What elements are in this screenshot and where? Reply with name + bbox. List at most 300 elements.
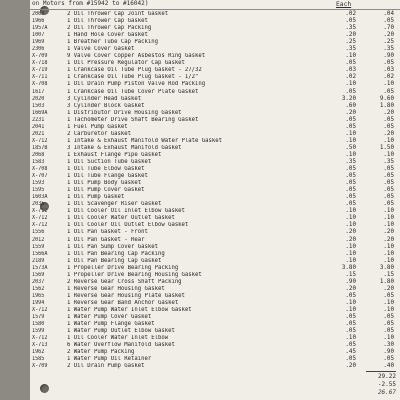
part-description — [67, 124, 128, 131]
list-item — [30, 349, 400, 356]
part-description — [67, 300, 178, 307]
quantity: 1 — [67, 180, 71, 187]
description-text: Water Pump Oil Retainer — [73, 356, 152, 363]
part-number: 1569 — [32, 271, 45, 278]
unit-price: .10 — [345, 137, 356, 144]
part-number: 1579 — [32, 314, 45, 321]
description-text: Carburetor Gasket — [73, 130, 132, 137]
part-number: 1573A — [32, 264, 48, 271]
part-description — [67, 187, 144, 194]
part-number: 1957A — [32, 25, 48, 32]
quantity: 1 — [67, 88, 71, 95]
part-number: 1617 — [32, 88, 45, 95]
unit-price: .35 — [345, 46, 356, 53]
part-description — [67, 11, 168, 18]
unit-price: .20 — [345, 109, 356, 116]
part-description — [67, 237, 144, 244]
unit-price: .25 — [345, 39, 356, 46]
description-text: Oil Cooler Water Inlet Elbow — [73, 335, 169, 342]
part-number: X-707 — [32, 173, 48, 180]
list-item — [30, 335, 400, 342]
description-text: Oil Tube Flange Gasket — [73, 173, 148, 180]
part-number: X-708 — [32, 166, 48, 173]
unit-price: .05 — [345, 292, 356, 299]
description-text: Reverse Gear Housing Gasket — [73, 285, 165, 292]
list-item — [30, 321, 400, 328]
part-description — [67, 25, 151, 32]
quantity: 1 — [67, 201, 71, 208]
part-number: X-712 — [32, 222, 48, 229]
part-number: X-719 — [32, 67, 48, 74]
extended-price: .90 — [383, 349, 394, 356]
list-item — [30, 201, 400, 208]
extended-price: .05 — [383, 292, 394, 299]
description-text: Propeller Drive Bearing Packing — [73, 264, 179, 271]
quantity: 1 — [67, 123, 71, 130]
list-item — [30, 138, 400, 145]
list-item — [30, 314, 400, 321]
quantity: 9 — [67, 53, 71, 60]
extended-price: .20 — [383, 229, 394, 236]
extended-price: .05 — [383, 173, 394, 180]
part-description — [67, 180, 141, 187]
unit-price: .05 — [345, 321, 356, 328]
list-item — [30, 328, 400, 335]
description-text: Oil Suction Tube Gasket — [73, 158, 152, 165]
unit-price: 3.80 — [341, 264, 356, 271]
list-item — [30, 117, 400, 124]
part-number: 2037 — [32, 278, 45, 285]
total-value: 29.22 — [366, 373, 396, 380]
description-text: Oil Drain Pump Gasket — [73, 363, 145, 370]
list-item — [30, 180, 400, 187]
part-description — [67, 328, 175, 335]
part-number: 1595 — [32, 187, 45, 194]
description-text: Breather Tube Cap Packing — [73, 39, 158, 46]
quantity: 2 — [67, 278, 71, 285]
part-number: X-713 — [32, 342, 48, 349]
part-description — [67, 110, 182, 117]
part-number: 1669A — [32, 109, 48, 116]
part-description — [67, 46, 134, 53]
unit-price: .05 — [345, 116, 356, 123]
quantity: 1 — [67, 299, 71, 306]
description-text: Reverse Gear Cross Shaft Packing — [73, 278, 182, 285]
description-text: Crankcase Oil Tube Plug Gasket - 1/2" — [73, 74, 199, 81]
part-description — [67, 74, 198, 81]
description-text: Water Pump Outlet Elbow Gasket — [73, 328, 175, 335]
list-item — [30, 244, 400, 251]
extended-price: .35 — [383, 158, 394, 165]
part-description — [67, 208, 185, 215]
extended-price: .04 — [383, 11, 394, 17]
part-description — [67, 39, 158, 46]
extended-price: .05 — [383, 187, 394, 194]
parts-list — [30, 11, 400, 370]
part-number: 2306 — [32, 46, 45, 53]
part-number: 1994 — [32, 299, 45, 306]
unit-price: .05 — [345, 194, 356, 201]
description-text: Oil Pan Bearing Cap Gasket — [73, 257, 162, 264]
extended-price: .10 — [383, 151, 394, 158]
list-item — [30, 265, 400, 272]
unit-price: .05 — [345, 88, 356, 95]
unit-price: .02 — [345, 74, 356, 81]
extended-price: .70 — [383, 25, 394, 32]
list-item — [30, 60, 400, 67]
part-description — [67, 131, 131, 138]
description-text: Water Overflow Manifold Gasket — [73, 342, 175, 349]
extended-price: .10 — [383, 299, 394, 306]
description-text: Distributor Drive Housing Gasket — [73, 109, 182, 116]
part-number: 1503 — [32, 102, 45, 109]
extended-price: .05 — [383, 180, 394, 187]
description-text: Water Pump Packing — [73, 349, 135, 356]
description-text: Oil Pump Gasket — [73, 194, 125, 201]
part-number: 1583 — [32, 158, 45, 165]
extended-price: .05 — [383, 328, 394, 335]
extended-price: .30 — [383, 342, 394, 349]
list-item — [30, 222, 400, 229]
quantity: 1 — [67, 257, 71, 264]
quantity: 2 — [67, 11, 71, 17]
description-text: Hand Hole Cover Gasket — [73, 32, 148, 39]
extended-price: .20 — [383, 32, 394, 39]
quantity: 1 — [67, 116, 71, 123]
part-description — [67, 103, 144, 110]
part-description — [67, 342, 175, 349]
unit-price: .05 — [345, 173, 356, 180]
unit-price: .20 — [345, 285, 356, 292]
quantity: 1 — [67, 46, 71, 53]
part-description — [67, 194, 124, 201]
part-description — [67, 138, 222, 145]
list-item — [30, 81, 400, 88]
part-description — [67, 152, 161, 159]
description-text: Reverse Gear Housing Plate Gasket — [73, 292, 185, 299]
unit-price: .02 — [345, 11, 356, 17]
list-item — [30, 11, 400, 18]
quantity: 1 — [67, 264, 71, 271]
extended-price: .05 — [383, 116, 394, 123]
extended-price: .10 — [383, 222, 394, 229]
unit-price: .10 — [345, 306, 356, 313]
list-item — [30, 18, 400, 25]
unit-price: .05 — [345, 60, 356, 67]
extended-price: 1.50 — [379, 144, 394, 151]
part-description — [67, 60, 185, 67]
extended-price: .05 — [383, 60, 394, 67]
part-number: 2012 — [32, 236, 45, 243]
part-description — [67, 349, 134, 356]
extended-price: .20 — [383, 236, 394, 243]
list-item — [30, 363, 400, 370]
quantity: 1 — [67, 292, 71, 299]
part-number: 2035 — [32, 201, 45, 208]
extended-price: .15 — [383, 271, 394, 278]
unit-price: .20 — [345, 229, 356, 236]
list-item — [30, 67, 400, 74]
unit-price: .10 — [345, 250, 356, 257]
description-text: Oil Pan Bearing Cap Packing — [73, 250, 165, 257]
quantity: 1 — [67, 236, 71, 243]
part-description — [67, 117, 198, 124]
part-description — [67, 96, 141, 103]
quantity: 1 — [67, 194, 71, 201]
unit-price: .10 — [345, 299, 356, 306]
extended-price: .05 — [383, 88, 394, 95]
unit-price: .20 — [345, 236, 356, 243]
part-description — [67, 215, 175, 222]
extended-price: .10 — [383, 215, 394, 222]
extended-price: .20 — [383, 285, 394, 292]
unit-price: .10 — [345, 53, 356, 60]
quantity: 1 — [67, 151, 71, 158]
quantity: 3 — [67, 102, 71, 109]
part-number: X-712 — [32, 208, 48, 215]
unit-price: .10 — [345, 130, 356, 137]
each-column-header: Each — [336, 1, 352, 8]
list-item — [30, 279, 400, 286]
unit-price: .05 — [345, 328, 356, 335]
unit-price: .05 — [345, 187, 356, 194]
part-number: 1969 — [32, 39, 45, 46]
description-text: Water Pump Flange Gasket — [73, 321, 155, 328]
part-number: X-711 — [32, 74, 48, 81]
part-number: X-709 — [32, 53, 48, 60]
list-item — [30, 173, 400, 180]
part-description — [67, 279, 182, 286]
part-number: 1562 — [32, 285, 45, 292]
unit-price: .90 — [345, 278, 356, 285]
part-number: X-712 — [32, 137, 48, 144]
quantity: 1 — [67, 306, 71, 313]
part-number: 1556 — [32, 229, 45, 236]
part-number: 1599 — [32, 328, 45, 335]
part-number: 2041 — [32, 123, 45, 130]
part-description — [67, 53, 205, 60]
extended-price: 9.60 — [379, 95, 394, 102]
description-text: Oil Pan Gasket - Rear — [73, 236, 145, 243]
quantity: 1 — [67, 250, 71, 257]
part-description — [67, 173, 148, 180]
quantity: 1 — [67, 314, 71, 321]
part-number: 1566A — [32, 250, 48, 257]
description-text: Oil Pan Gasket - Front — [73, 229, 148, 236]
quantity: 1 — [67, 32, 71, 39]
part-description — [67, 18, 148, 25]
description-text: Oil Thrower Cap Joint Gasket — [73, 11, 169, 17]
part-number: 2020 — [32, 95, 45, 102]
extended-price: .03 — [383, 67, 394, 74]
part-description — [67, 89, 198, 96]
unit-price: .10 — [345, 257, 356, 264]
part-number: 1593 — [32, 180, 45, 187]
extended-price: .05 — [383, 194, 394, 201]
description-text: Fuel Pump Gasket — [73, 123, 128, 130]
unit-price: .05 — [345, 18, 356, 25]
extended-price: .10 — [383, 335, 394, 342]
unit-price: .15 — [345, 271, 356, 278]
list-item — [30, 293, 400, 300]
part-number: X-712 — [32, 306, 48, 313]
part-number: 2068 — [32, 151, 45, 158]
list-item — [30, 307, 400, 314]
quantity: 1 — [67, 166, 71, 173]
part-number: 1965 — [32, 292, 45, 299]
extended-price: .05 — [383, 201, 394, 208]
extended-price: .20 — [383, 109, 394, 116]
quantity: 1 — [67, 215, 71, 222]
part-description — [67, 81, 205, 88]
list-item — [30, 159, 400, 166]
list-item — [30, 258, 400, 265]
list-item — [30, 145, 400, 152]
punch-hole — [40, 384, 49, 393]
part-description — [67, 293, 185, 300]
extended-price: .05 — [383, 123, 394, 130]
quantity: 2 — [67, 363, 71, 370]
extended-price: .10 — [383, 257, 394, 264]
list-item — [30, 46, 400, 53]
description-text: Oil Pressure Regulator Cap Gasket — [73, 60, 185, 67]
extended-price: .40 — [383, 363, 394, 370]
part-description — [67, 67, 202, 74]
list-item — [30, 215, 400, 222]
document-page — [30, 0, 400, 400]
description-text: Oil Pan Sump Cover Gasket — [73, 243, 158, 250]
unit-price: .10 — [345, 81, 356, 88]
list-item — [30, 342, 400, 349]
quantity: 1 — [67, 74, 71, 81]
list-item — [30, 300, 400, 307]
extended-price: .10 — [383, 306, 394, 313]
extended-price: .02 — [383, 74, 394, 81]
list-item — [30, 131, 400, 138]
list-item — [30, 251, 400, 258]
quantity: 1 — [67, 321, 71, 328]
part-description — [67, 258, 161, 265]
description-text: Valve Cover Copper Asbestos Ring Gasket — [73, 53, 206, 60]
extended-price: 1.80 — [379, 102, 394, 109]
list-item — [30, 110, 400, 117]
list-item — [30, 96, 400, 103]
list-item — [30, 356, 400, 363]
list-item — [30, 25, 400, 32]
quantity: 1 — [67, 81, 71, 88]
unit-price: 3.20 — [341, 95, 356, 102]
part-number: X-712 — [32, 335, 48, 342]
unit-price: .60 — [345, 102, 356, 109]
quantity: 1 — [67, 222, 71, 229]
part-description — [67, 32, 148, 39]
list-item — [30, 229, 400, 236]
quantity: 1 — [67, 60, 71, 67]
unit-price: .05 — [345, 180, 356, 187]
part-description — [67, 307, 192, 314]
description-text: Exhaust Flange Pipe Gasket — [73, 151, 162, 158]
unit-price: .05 — [345, 342, 356, 349]
quantity: 1 — [67, 173, 71, 180]
list-item — [30, 124, 400, 131]
list-item — [30, 286, 400, 293]
unit-price: .05 — [345, 201, 356, 208]
description-text: Propeller Drive Bearing Housing Gasket — [73, 271, 202, 278]
description-text: Oil Pump Body Gasket — [73, 180, 142, 187]
part-description — [67, 286, 165, 293]
quantity: 1 — [67, 229, 71, 236]
extended-price: .05 — [383, 321, 394, 328]
extended-price: 1.80 — [379, 278, 394, 285]
description-text: Crankcase Oil Tube Plug Gasket - 27/32 — [73, 67, 202, 74]
list-item — [30, 272, 400, 279]
quantity: 1 — [67, 18, 71, 25]
description-text: Oil Thrower Cap Gasket — [73, 18, 148, 25]
unit-price: .10 — [345, 222, 356, 229]
extended-price: .20 — [383, 130, 394, 137]
description-text: Oil Cooler Oil Outlet Elbow Gasket — [73, 222, 189, 229]
part-description — [67, 229, 148, 236]
part-description — [67, 272, 202, 279]
quantity: 3 — [67, 95, 71, 102]
header-rule — [30, 9, 400, 10]
unit-price: .03 — [345, 67, 356, 74]
subtotal-value: -2.55 — [377, 381, 396, 388]
quantity: 1 — [67, 328, 71, 335]
description-text: Oil Cooler Water Outlet Gasket — [73, 215, 175, 222]
part-description — [67, 251, 165, 258]
part-number: 1603A — [32, 194, 48, 201]
description-text: Tachometer Drive Shaft Bearing Gasket — [73, 116, 199, 123]
unit-price: .35 — [345, 25, 356, 32]
description-text: Oil Tube Elbow Gasket — [73, 166, 145, 173]
extended-price: .90 — [383, 53, 394, 60]
list-item — [30, 39, 400, 46]
description-text: Intake & Exhaust Manifold Gasket — [73, 144, 182, 151]
unit-price: .20 — [345, 32, 356, 39]
quantity: 1 — [67, 335, 71, 342]
quantity: 3 — [67, 144, 71, 151]
list-item — [30, 194, 400, 201]
part-description — [67, 244, 158, 251]
part-description — [67, 335, 168, 342]
description-text: Cylinder Block Gasket — [73, 102, 145, 109]
description-text: Water Pump Water Inlet Elbow Gasket — [73, 306, 192, 313]
extended-price: .25 — [383, 39, 394, 46]
part-number: X-709 — [32, 363, 48, 370]
quantity: 1 — [67, 109, 71, 116]
part-number: 2021 — [32, 130, 45, 137]
list-item — [30, 208, 400, 215]
quantity: 1 — [67, 356, 71, 363]
description-text: Water Pump Cover Gasket — [73, 314, 152, 321]
unit-price: .10 — [345, 335, 356, 342]
description-text: Oil Drain Pump Piston Valve Rod Packing — [73, 81, 206, 88]
part-number: 2189 — [32, 257, 45, 264]
list-item — [30, 74, 400, 81]
extended-price: .10 — [383, 250, 394, 257]
unit-price: .10 — [345, 208, 356, 215]
quantity: 2 — [67, 349, 71, 356]
unit-price: .05 — [345, 314, 356, 321]
quantity: 1 — [67, 137, 71, 144]
extended-price: .05 — [383, 18, 394, 25]
part-description — [67, 145, 182, 152]
description-text: Crankcase Oil Tube Cover Plate Gasket — [73, 88, 199, 95]
list-item — [30, 103, 400, 110]
quantity: 2 — [67, 130, 71, 137]
description-text: Oil Pump Cover Gasket — [73, 187, 145, 194]
